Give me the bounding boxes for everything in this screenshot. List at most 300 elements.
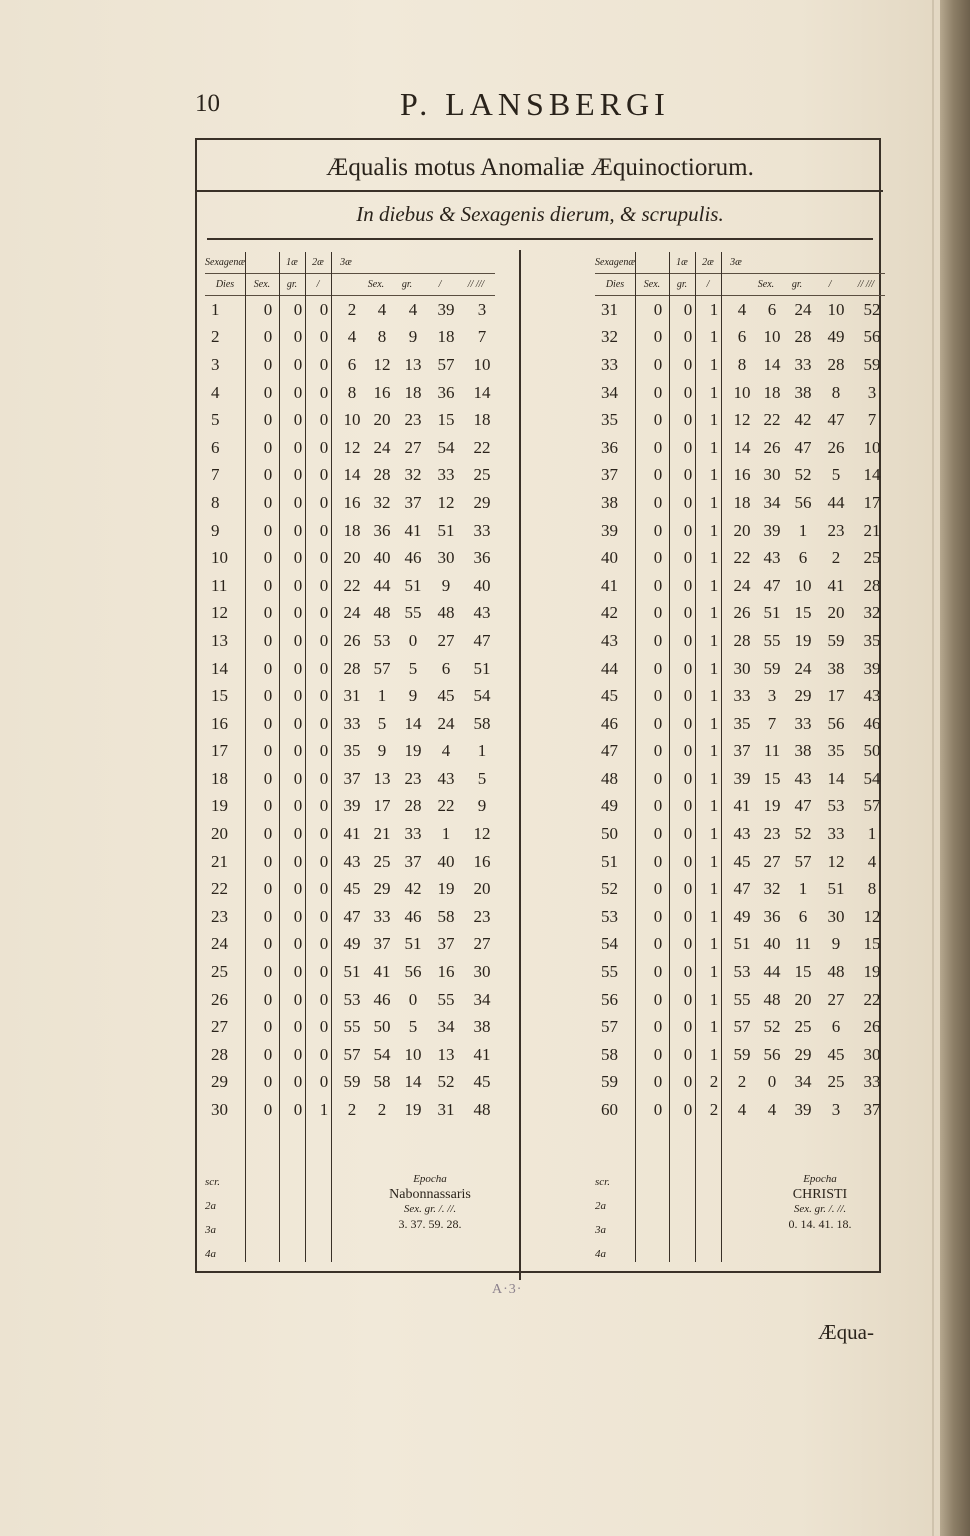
value-cell: 0 — [653, 520, 663, 540]
value-cell: 25 — [373, 851, 391, 871]
library-stamp: A·3· — [492, 1282, 523, 1297]
value-cell: 0 — [653, 410, 663, 430]
value-cell: 29 — [794, 1044, 812, 1064]
value-cell: 55 — [343, 1017, 361, 1037]
value-cell: 37 — [733, 741, 751, 761]
epoch-name: CHRISTI — [792, 1187, 848, 1202]
value-cell: 22 — [863, 989, 881, 1009]
value-cell: 0 — [683, 686, 693, 706]
header-cell: Dies — [205, 274, 245, 296]
value-cell: 0 — [293, 1044, 303, 1064]
value-cell: 1 — [709, 851, 719, 871]
value-cell: 1 — [709, 354, 719, 374]
table-row — [595, 848, 891, 876]
value-cell: 0 — [263, 575, 273, 595]
day-cell: 42 — [601, 603, 618, 623]
value-cell: 43 — [733, 824, 751, 844]
day-cell: 55 — [601, 962, 618, 982]
value-cell: 37 — [863, 1100, 881, 1120]
epoch-name: Nabonnassaris — [389, 1187, 471, 1202]
value-cell: 0 — [319, 713, 329, 733]
value-cell: 0 — [319, 851, 329, 871]
header-cell — [245, 252, 279, 274]
value-cell: 0 — [293, 630, 303, 650]
value-cell: 6 — [831, 1017, 841, 1037]
day-cell: 47 — [601, 741, 618, 761]
scruple-labels — [595, 1170, 610, 1266]
epoch-units: Sex. gr. /. //. — [793, 1203, 847, 1215]
value-cell: 9 — [441, 575, 451, 595]
scruple-label: scr. — [205, 1176, 220, 1188]
table-row — [205, 572, 501, 600]
value-cell: 53 — [373, 630, 391, 650]
value-cell: 0 — [653, 603, 663, 623]
value-cell: 0 — [683, 824, 693, 844]
value-cell: 48 — [437, 603, 455, 623]
value-cell: 0 — [263, 824, 273, 844]
header-cell: Sex. — [635, 274, 669, 296]
header-cell — [751, 252, 781, 274]
value-cell: 0 — [653, 824, 663, 844]
value-cell: 28 — [733, 630, 751, 650]
value-cell: 0 — [263, 796, 273, 816]
value-cell: 7 — [867, 410, 877, 430]
value-cell: 14 — [343, 465, 361, 485]
value-cell: 16 — [437, 962, 455, 982]
value-cell: 11 — [794, 934, 812, 954]
value-cell: 8 — [831, 382, 841, 402]
value-cell: 24 — [794, 658, 812, 678]
value-cell: 1 — [709, 768, 719, 788]
value-cell: 29 — [473, 492, 491, 512]
value-cell: 0 — [683, 520, 693, 540]
value-cell: 2 — [831, 548, 841, 568]
day-cell: 40 — [601, 548, 618, 568]
value-cell: 29 — [373, 879, 391, 899]
value-cell: 1 — [709, 382, 719, 402]
value-cell: 1 — [709, 327, 719, 347]
day-cell: 49 — [601, 796, 618, 816]
header-cell: gr. — [781, 274, 813, 296]
value-cell: 41 — [733, 796, 751, 816]
value-cell: 16 — [473, 851, 491, 871]
table-row — [205, 682, 501, 710]
day-cell: 2 — [211, 327, 220, 347]
value-cell: 17 — [863, 492, 881, 512]
table-row — [595, 434, 891, 462]
table-row — [595, 379, 891, 407]
value-cell: 1 — [709, 741, 719, 761]
value-cell: 51 — [437, 520, 455, 540]
value-cell: 34 — [437, 1017, 455, 1037]
value-cell: 54 — [437, 437, 455, 457]
day-cell: 51 — [601, 851, 618, 871]
value-cell: 0 — [653, 1100, 663, 1120]
value-cell: 0 — [263, 934, 273, 954]
value-cell: 33 — [473, 520, 491, 540]
value-cell: 23 — [404, 768, 422, 788]
value-cell: 5 — [408, 658, 418, 678]
value-cell: 1 — [798, 520, 808, 540]
table-row — [595, 1041, 891, 1069]
value-cell: 0 — [319, 1072, 329, 1092]
value-cell: 0 — [263, 768, 273, 788]
right-table — [595, 252, 895, 1262]
day-cell: 1 — [211, 299, 220, 319]
value-cell: 1 — [709, 879, 719, 899]
value-cell: 0 — [653, 548, 663, 568]
data-table — [205, 296, 501, 1124]
table-row — [205, 296, 501, 324]
day-cell: 19 — [211, 796, 228, 816]
value-cell: 0 — [319, 906, 329, 926]
value-cell: 0 — [263, 962, 273, 982]
day-cell: 50 — [601, 824, 618, 844]
header-cell: / — [695, 274, 721, 296]
value-cell: 19 — [763, 796, 781, 816]
value-cell: 1 — [709, 548, 719, 568]
value-cell: 2 — [347, 299, 357, 319]
value-cell: 47 — [794, 796, 812, 816]
value-cell: 10 — [794, 575, 812, 595]
value-cell: 8 — [737, 354, 747, 374]
value-cell: 0 — [263, 382, 273, 402]
value-cell: 3 — [867, 382, 877, 402]
value-cell: 33 — [733, 686, 751, 706]
value-cell: 38 — [473, 1017, 491, 1037]
value-cell: 20 — [473, 879, 491, 899]
scruple-label: 3a — [595, 1224, 606, 1236]
value-cell: 30 — [473, 962, 491, 982]
value-cell: 0 — [683, 906, 693, 926]
value-cell: 5 — [477, 768, 487, 788]
table-row — [205, 434, 501, 462]
table-row — [205, 655, 501, 683]
value-cell: 0 — [293, 492, 303, 512]
value-cell: 0 — [319, 327, 329, 347]
value-cell: 20 — [733, 520, 751, 540]
day-cell: 29 — [211, 1072, 228, 1092]
day-cell: 23 — [211, 906, 228, 926]
value-cell: 2 — [737, 1072, 747, 1092]
value-cell: 0 — [319, 796, 329, 816]
value-cell: 33 — [794, 354, 812, 374]
value-cell: 6 — [737, 327, 747, 347]
value-cell: 0 — [653, 658, 663, 678]
day-cell: 54 — [601, 934, 618, 954]
value-cell: 59 — [827, 630, 845, 650]
value-cell: 0 — [319, 299, 329, 319]
day-cell: 31 — [601, 299, 618, 319]
table-row — [595, 351, 891, 379]
table-row — [205, 351, 501, 379]
value-cell: 28 — [373, 465, 391, 485]
value-cell: 27 — [404, 437, 422, 457]
value-cell: 0 — [653, 768, 663, 788]
header-cell — [457, 252, 495, 274]
value-cell: 55 — [437, 989, 455, 1009]
value-cell: 0 — [683, 713, 693, 733]
value-cell: 5 — [831, 465, 841, 485]
value-cell: 0 — [683, 1100, 693, 1120]
value-cell: 26 — [863, 1017, 881, 1037]
day-cell: 7 — [211, 465, 220, 485]
value-cell: 0 — [319, 465, 329, 485]
value-cell: 48 — [373, 603, 391, 623]
value-cell: 55 — [404, 603, 422, 623]
value-cell: 0 — [653, 465, 663, 485]
table-row — [205, 765, 501, 793]
value-cell: 1 — [709, 492, 719, 512]
value-cell: 33 — [343, 713, 361, 733]
value-cell: 0 — [319, 437, 329, 457]
value-cell: 46 — [863, 713, 881, 733]
value-cell: 0 — [653, 686, 663, 706]
value-cell: 1 — [709, 520, 719, 540]
value-cell: 27 — [763, 851, 781, 871]
table-row — [205, 324, 501, 352]
value-cell: 0 — [319, 879, 329, 899]
day-cell: 21 — [211, 851, 228, 871]
value-cell: 0 — [293, 934, 303, 954]
table-row — [595, 1013, 891, 1041]
value-cell: 45 — [343, 879, 361, 899]
value-cell: 0 — [263, 1100, 273, 1120]
value-cell: 39 — [794, 1100, 812, 1120]
value-cell: 34 — [794, 1072, 812, 1092]
value-cell: 51 — [404, 575, 422, 595]
value-cell: 2 — [377, 1100, 387, 1120]
value-cell: 0 — [653, 1044, 663, 1064]
value-cell: 33 — [404, 824, 422, 844]
value-cell: 30 — [437, 548, 455, 568]
header-cell: 1æ — [669, 252, 695, 274]
table-row — [595, 572, 891, 600]
value-cell: 1 — [441, 824, 451, 844]
value-cell: 0 — [653, 934, 663, 954]
value-cell: 0 — [683, 989, 693, 1009]
header-cell: 2æ — [695, 252, 721, 274]
value-cell: 19 — [863, 962, 881, 982]
column-rule — [245, 252, 246, 1262]
day-cell: 30 — [211, 1100, 228, 1120]
value-cell: 0 — [263, 410, 273, 430]
table-row — [595, 820, 891, 848]
header-cell: / — [423, 274, 457, 296]
table-row — [595, 682, 891, 710]
value-cell: 43 — [863, 686, 881, 706]
value-cell: 1 — [709, 934, 719, 954]
value-cell: 45 — [473, 1072, 491, 1092]
value-cell: 54 — [373, 1044, 391, 1064]
value-cell: 0 — [293, 962, 303, 982]
value-cell: 14 — [763, 354, 781, 374]
table-row — [595, 875, 891, 903]
value-cell: 0 — [319, 824, 329, 844]
day-cell: 33 — [601, 354, 618, 374]
value-cell: 46 — [373, 989, 391, 1009]
header-cell: gr. — [669, 274, 695, 296]
value-cell: 3 — [477, 299, 487, 319]
page-edge — [932, 0, 934, 1536]
value-cell: 0 — [319, 989, 329, 1009]
value-cell: 47 — [763, 575, 781, 595]
value-cell: 59 — [733, 1044, 751, 1064]
value-cell: 24 — [794, 299, 812, 319]
value-cell: 0 — [263, 1017, 273, 1037]
value-cell: 16 — [733, 465, 751, 485]
value-cell: 24 — [437, 713, 455, 733]
value-cell: 0 — [293, 520, 303, 540]
day-cell: 58 — [601, 1044, 618, 1064]
value-cell: 24 — [733, 575, 751, 595]
table-row — [595, 489, 891, 517]
scruple-label: scr. — [595, 1176, 610, 1188]
value-cell: 43 — [437, 768, 455, 788]
value-cell: 0 — [319, 520, 329, 540]
value-cell: 36 — [473, 548, 491, 568]
value-cell: 19 — [404, 741, 422, 761]
value-cell: 0 — [653, 851, 663, 871]
value-cell: 34 — [473, 989, 491, 1009]
value-cell: 0 — [653, 575, 663, 595]
table-row — [595, 793, 891, 821]
value-cell: 10 — [863, 437, 881, 457]
value-cell: 10 — [404, 1044, 422, 1064]
header-cell — [331, 274, 361, 296]
value-cell: 18 — [473, 410, 491, 430]
value-cell: 48 — [827, 962, 845, 982]
day-cell: 9 — [211, 520, 220, 540]
value-cell: 12 — [343, 437, 361, 457]
value-cell: 53 — [343, 989, 361, 1009]
value-cell: 0 — [653, 962, 663, 982]
value-cell: 21 — [373, 824, 391, 844]
value-cell: 39 — [863, 658, 881, 678]
value-cell: 12 — [373, 354, 391, 374]
value-cell: 28 — [863, 575, 881, 595]
value-cell: 2 — [709, 1100, 719, 1120]
value-cell: 37 — [437, 934, 455, 954]
value-cell: 0 — [683, 575, 693, 595]
value-cell: 0 — [683, 630, 693, 650]
value-cell: 57 — [863, 796, 881, 816]
value-cell: 45 — [437, 686, 455, 706]
column-rule — [331, 252, 332, 1262]
day-cell: 25 — [211, 962, 228, 982]
value-cell: 13 — [404, 354, 422, 374]
value-cell: 0 — [653, 299, 663, 319]
value-cell: 33 — [437, 465, 455, 485]
epoch-label: Epocha — [803, 1173, 837, 1185]
value-cell: 35 — [343, 741, 361, 761]
value-cell: 0 — [683, 658, 693, 678]
value-cell: 1 — [709, 1017, 719, 1037]
value-cell: 20 — [373, 410, 391, 430]
value-cell: 1 — [319, 1100, 329, 1120]
value-cell: 0 — [263, 713, 273, 733]
value-cell: 20 — [343, 548, 361, 568]
value-cell: 1 — [709, 437, 719, 457]
value-cell: 51 — [473, 658, 491, 678]
value-cell: 0 — [293, 906, 303, 926]
value-cell: 0 — [263, 354, 273, 374]
value-cell: 25 — [827, 1072, 845, 1092]
table-header — [205, 252, 495, 296]
value-cell: 0 — [319, 962, 329, 982]
value-cell: 0 — [319, 492, 329, 512]
header-cell: / — [813, 274, 847, 296]
value-cell: 40 — [437, 851, 455, 871]
value-cell: 31 — [343, 686, 361, 706]
value-cell: 0 — [683, 768, 693, 788]
value-cell: 22 — [473, 437, 491, 457]
value-cell: 56 — [863, 327, 881, 347]
value-cell: 28 — [343, 658, 361, 678]
value-cell: 22 — [763, 410, 781, 430]
value-cell: 25 — [473, 465, 491, 485]
header-cell — [813, 252, 847, 274]
header-cell: Sex. — [245, 274, 279, 296]
value-cell: 43 — [794, 768, 812, 788]
value-cell: 44 — [827, 492, 845, 512]
day-cell: 32 — [601, 327, 618, 347]
value-cell: 16 — [373, 382, 391, 402]
header-cell: 3æ — [721, 252, 751, 274]
value-cell: 0 — [293, 437, 303, 457]
day-cell: 38 — [601, 492, 618, 512]
header-cell: 3æ — [331, 252, 361, 274]
value-cell: 0 — [683, 492, 693, 512]
value-cell: 4 — [737, 1100, 747, 1120]
value-cell: 18 — [404, 382, 422, 402]
value-cell: 1 — [709, 658, 719, 678]
value-cell: 27 — [473, 934, 491, 954]
value-cell: 14 — [404, 1072, 422, 1092]
value-cell: 20 — [827, 603, 845, 623]
title-rule — [197, 190, 883, 192]
column-rule — [669, 252, 670, 1262]
value-cell: 0 — [293, 741, 303, 761]
scruple-label: 3a — [205, 1224, 216, 1236]
value-cell: 18 — [343, 520, 361, 540]
table-row — [595, 710, 891, 738]
value-cell: 12 — [437, 492, 455, 512]
value-cell: 54 — [863, 768, 881, 788]
day-cell: 34 — [601, 382, 618, 402]
value-cell: 18 — [437, 327, 455, 347]
value-cell: 34 — [763, 492, 781, 512]
scruple-label: 2a — [595, 1200, 606, 1212]
value-cell: 15 — [794, 962, 812, 982]
table-row — [595, 655, 891, 683]
header-cell — [721, 274, 751, 296]
value-cell: 0 — [767, 1072, 777, 1092]
day-cell: 35 — [601, 410, 618, 430]
table-row — [595, 544, 891, 572]
value-cell: 9 — [831, 934, 841, 954]
table-row — [595, 903, 891, 931]
value-cell: 0 — [293, 1072, 303, 1092]
value-cell: 0 — [683, 1072, 693, 1092]
value-cell: 15 — [794, 603, 812, 623]
value-cell: 22 — [437, 796, 455, 816]
value-cell: 32 — [404, 465, 422, 485]
value-cell: 2 — [709, 1072, 719, 1092]
value-cell: 0 — [653, 796, 663, 816]
value-cell: 0 — [319, 768, 329, 788]
value-cell: 39 — [763, 520, 781, 540]
